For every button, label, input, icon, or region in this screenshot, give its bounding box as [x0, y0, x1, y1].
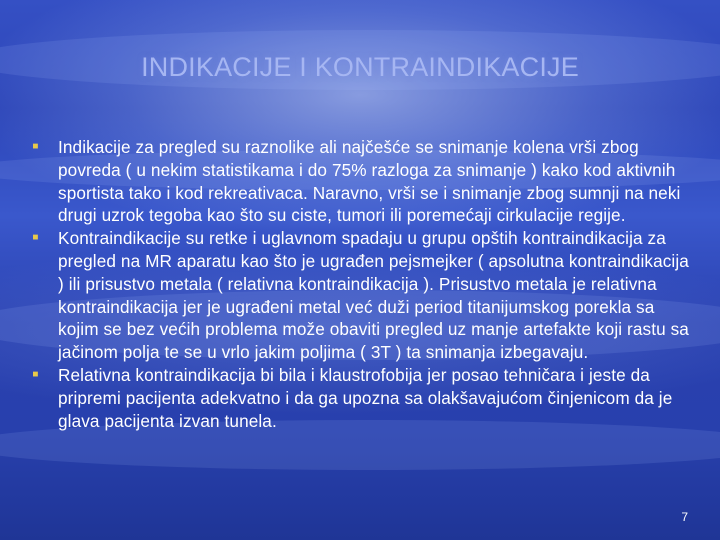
bullet-item-claustrophobia [30, 364, 698, 432]
page-number: 7 [681, 510, 688, 524]
bullet-list [30, 136, 698, 432]
square-bullet-icon: ■ [32, 368, 39, 380]
bullet-item-indications [30, 136, 698, 227]
bullet-item-contraindications [30, 227, 698, 364]
square-bullet-icon: ■ [32, 232, 39, 244]
bullet-text: Indikacije za pregled su raznolike ali najčešće se snimanje kolena vrši zbog povreda ( u nekim statistikama i do 75% razloga za snimanje ) kako kod aktivnih sportista tako i kod rekreativaca. Naravno, vrši se i snimanje zbog sumnji na neki drugi uzrok tegoba kao što su ciste, tumori ili poremećaji cirkulacije regije. [58, 137, 681, 226]
bullet-text: Relativna kontraindikacija bi bila i klaustrofobija jer posao tehničara i jeste da pripremi pacijenta adekvatno i da ga upozna sa olakšavajućom činjenicom da je glava pacijenta izvan tunela. [58, 364, 673, 431]
bullet-text: Kontraindikacije su retke i uglavnom spadaju u grupu opštih kontraindikacija za pregled na MR aparatu kao što je ugrađen pejsmejker ( apsolutna kontraindikacija ) ili prisustvo metala ( relativna kontraindikacija ). Prisustvo metala je relativna kontraindikacija jer je ugrađeni metal već duži period titanijumskog porekla sa kojim se bez većih problema može obaviti pregled uz manje artefakte koji rastu sa jačinom polja te se u vrlo jakim poljima ( 3T ) ta snimanja izbegavaju. [58, 228, 689, 363]
square-bullet-icon: ■ [32, 141, 39, 152]
slide-title: INDIKACIJE I KONTRAINDIKACIJE [141, 52, 579, 82]
